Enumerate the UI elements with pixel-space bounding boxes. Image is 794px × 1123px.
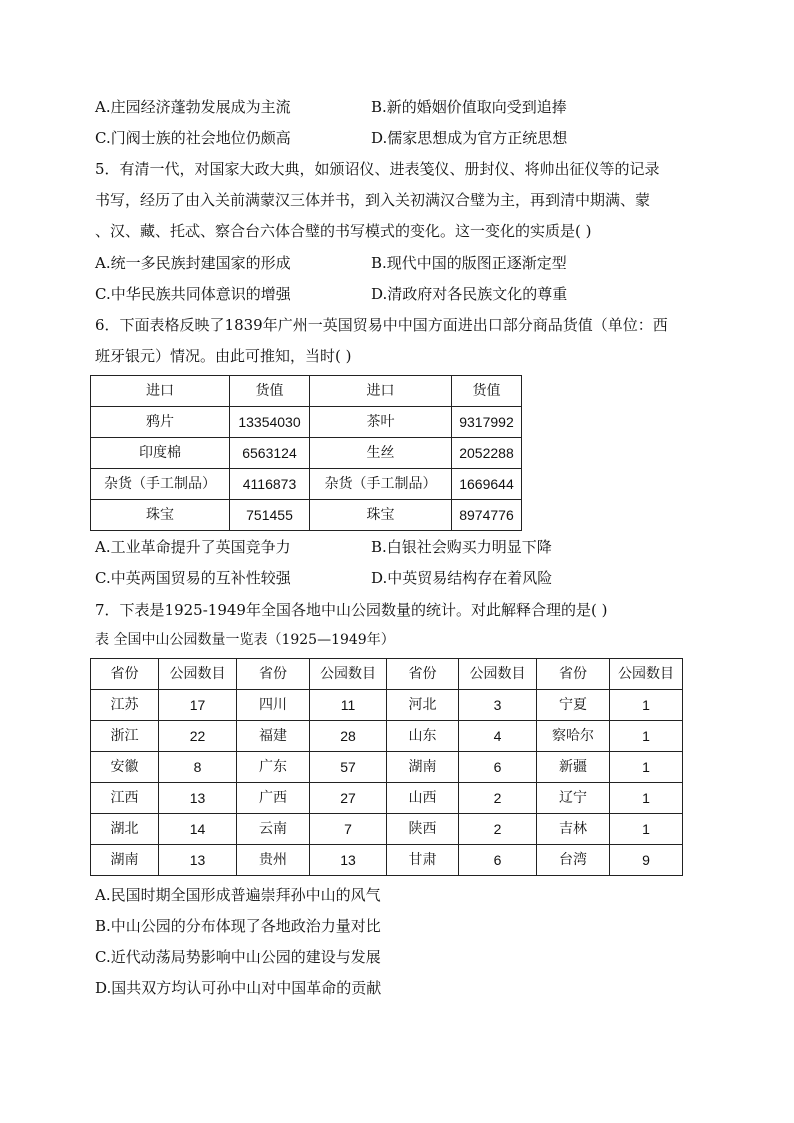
table-row bbox=[91, 469, 522, 500]
q4-option-a: A.庄园经济蓬勃发展成为主流 bbox=[95, 98, 291, 116]
table-cell: 9 bbox=[610, 845, 683, 876]
table-cell: 27 bbox=[310, 783, 387, 814]
q6-stem-line-2: 班牙银元）情况。由此可推知，当时( ) bbox=[95, 347, 352, 365]
table-cell: 13354030 bbox=[230, 407, 310, 438]
table-cell: 751455 bbox=[230, 500, 310, 531]
table-header-cell: 货值 bbox=[452, 376, 522, 407]
table-cell: 1 bbox=[610, 690, 683, 721]
table-cell: 安徽 bbox=[91, 752, 159, 783]
table-cell: 4 bbox=[459, 721, 537, 752]
q5-stem-line-1: 5．有清一代，对国家大政大典，如颁诏仪、进表笺仪、册封仪、将帅出征仪等的记录 bbox=[95, 160, 660, 178]
table-header-cell: 省份 bbox=[91, 659, 159, 690]
table-header-row bbox=[91, 376, 522, 407]
table-cell: 1 bbox=[610, 814, 683, 845]
q5-stem-line-3: 、汉、藏、托忒、察合台六体合璧的书写模式的变化。这一变化的实质是( ) bbox=[95, 222, 592, 240]
q6-stem-line-1: 6．下面表格反映了1839年广州一英国贸易中中国方面进出口部分商品货值（单位：西 bbox=[95, 316, 668, 334]
table-cell: 2 bbox=[459, 783, 537, 814]
table-header-cell: 货值 bbox=[230, 376, 310, 407]
q6-option-c: C.中英两国贸易的互补性较强 bbox=[95, 569, 291, 587]
q7-stem: 7．下表是1925-1949年全国各地中山公园数量的统计。对此解释合理的是( ) bbox=[95, 601, 608, 619]
table-cell: 察哈尔 bbox=[537, 721, 610, 752]
table-cell: 湖北 bbox=[91, 814, 159, 845]
table-cell: 广西 bbox=[237, 783, 310, 814]
table-header-cell: 进口 bbox=[310, 376, 452, 407]
q4-option-b: B.新的婚姻价值取向受到追捧 bbox=[371, 98, 567, 116]
table-cell: 山东 bbox=[387, 721, 459, 752]
table-cell: 9317992 bbox=[452, 407, 522, 438]
table-cell: 宁夏 bbox=[537, 690, 610, 721]
table-cell: 8974776 bbox=[452, 500, 522, 531]
q5-stem-line-2: 书写，经历了由入关前满蒙汉三体并书，到入关初满汉合璧为主，再到清中期满、蒙 bbox=[95, 191, 651, 209]
table-cell: 广东 bbox=[237, 752, 310, 783]
q5-option-a: A.统一多民族封建国家的形成 bbox=[95, 254, 291, 272]
table-cell: 1669644 bbox=[452, 469, 522, 500]
table-cell: 杂货（手工制品） bbox=[91, 469, 230, 500]
table-cell: 1 bbox=[610, 721, 683, 752]
table-row bbox=[91, 721, 683, 752]
table-row bbox=[91, 500, 522, 531]
q5-option-d: D.清政府对各民族文化的尊重 bbox=[371, 285, 568, 303]
table-row bbox=[91, 438, 522, 469]
q7-table-caption: 表 全国中山公园数量一览表（1925—1949年） bbox=[95, 632, 395, 648]
table-header-cell: 省份 bbox=[237, 659, 310, 690]
table-cell: 湖南 bbox=[387, 752, 459, 783]
table-cell: 珠宝 bbox=[310, 500, 452, 531]
table-cell: 新疆 bbox=[537, 752, 610, 783]
table-header-cell: 进口 bbox=[91, 376, 230, 407]
table-cell: 印度棉 bbox=[91, 438, 230, 469]
table-cell: 生丝 bbox=[310, 438, 452, 469]
table-cell: 江西 bbox=[91, 783, 159, 814]
q7-option-b: B.中山公园的分布体现了各地政治力量对比 bbox=[95, 917, 381, 935]
table-cell: 13 bbox=[159, 783, 237, 814]
table-header-cell: 公园数目 bbox=[310, 659, 387, 690]
table-cell: 甘肃 bbox=[387, 845, 459, 876]
table-cell: 陕西 bbox=[387, 814, 459, 845]
table-cell: 22 bbox=[159, 721, 237, 752]
q7-option-d: D.国共双方均认可孙中山对中国革命的贡献 bbox=[95, 979, 382, 997]
table-cell: 珠宝 bbox=[91, 500, 230, 531]
table-row bbox=[91, 845, 683, 876]
table-header-cell: 公园数目 bbox=[459, 659, 537, 690]
q7-park-table bbox=[90, 658, 683, 876]
table-cell: 吉林 bbox=[537, 814, 610, 845]
table-cell: 湖南 bbox=[91, 845, 159, 876]
table-cell: 1 bbox=[610, 783, 683, 814]
q6-option-d: D.中英贸易结构存在着风险 bbox=[371, 569, 553, 587]
q6-option-b: B.白银社会购买力明显下降 bbox=[371, 538, 552, 556]
q7-option-a: A.民国时期全国形成普遍崇拜孙中山的风气 bbox=[95, 886, 381, 904]
table-cell: 四川 bbox=[237, 690, 310, 721]
table-cell: 6 bbox=[459, 845, 537, 876]
table-cell: 14 bbox=[159, 814, 237, 845]
q4-option-d: D.儒家思想成为官方正统思想 bbox=[371, 129, 568, 147]
table-cell: 4116873 bbox=[230, 469, 310, 500]
table-cell: 2052288 bbox=[452, 438, 522, 469]
table-cell: 浙江 bbox=[91, 721, 159, 752]
table-cell: 辽宁 bbox=[537, 783, 610, 814]
table-header-cell: 公园数目 bbox=[159, 659, 237, 690]
table-cell: 2 bbox=[459, 814, 537, 845]
table-cell: 13 bbox=[159, 845, 237, 876]
table-cell: 28 bbox=[310, 721, 387, 752]
table-cell: 山西 bbox=[387, 783, 459, 814]
q6-trade-table bbox=[90, 375, 522, 531]
table-cell: 1 bbox=[610, 752, 683, 783]
table-row bbox=[91, 690, 683, 721]
table-cell: 3 bbox=[459, 690, 537, 721]
q5-option-c: C.中华民族共同体意识的增强 bbox=[95, 285, 291, 303]
table-cell: 杂货（手工制品） bbox=[310, 469, 452, 500]
table-cell: 7 bbox=[310, 814, 387, 845]
table-cell: 6 bbox=[459, 752, 537, 783]
table-cell: 贵州 bbox=[237, 845, 310, 876]
table-row bbox=[91, 814, 683, 845]
table-cell: 13 bbox=[310, 845, 387, 876]
table-cell: 河北 bbox=[387, 690, 459, 721]
table-cell: 17 bbox=[159, 690, 237, 721]
table-cell: 6563124 bbox=[230, 438, 310, 469]
q7-option-c: C.近代动荡局势影响中山公园的建设与发展 bbox=[95, 948, 381, 966]
table-row bbox=[91, 783, 683, 814]
table-row bbox=[91, 407, 522, 438]
table-cell: 11 bbox=[310, 690, 387, 721]
table-header-cell: 省份 bbox=[387, 659, 459, 690]
table-cell: 茶叶 bbox=[310, 407, 452, 438]
q5-option-b: B.现代中国的版图正逐渐定型 bbox=[371, 254, 567, 272]
table-row bbox=[91, 752, 683, 783]
table-cell: 57 bbox=[310, 752, 387, 783]
table-cell: 8 bbox=[159, 752, 237, 783]
table-header-cell: 省份 bbox=[537, 659, 610, 690]
table-header-row bbox=[91, 659, 683, 690]
table-cell: 台湾 bbox=[537, 845, 610, 876]
table-cell: 福建 bbox=[237, 721, 310, 752]
q4-option-c: C.门阀士族的社会地位仍颇高 bbox=[95, 129, 291, 147]
q6-option-a: A.工业革命提升了英国竞争力 bbox=[95, 538, 291, 556]
table-cell: 鸦片 bbox=[91, 407, 230, 438]
table-cell: 江苏 bbox=[91, 690, 159, 721]
table-cell: 云南 bbox=[237, 814, 310, 845]
table-header-cell: 公园数目 bbox=[610, 659, 683, 690]
